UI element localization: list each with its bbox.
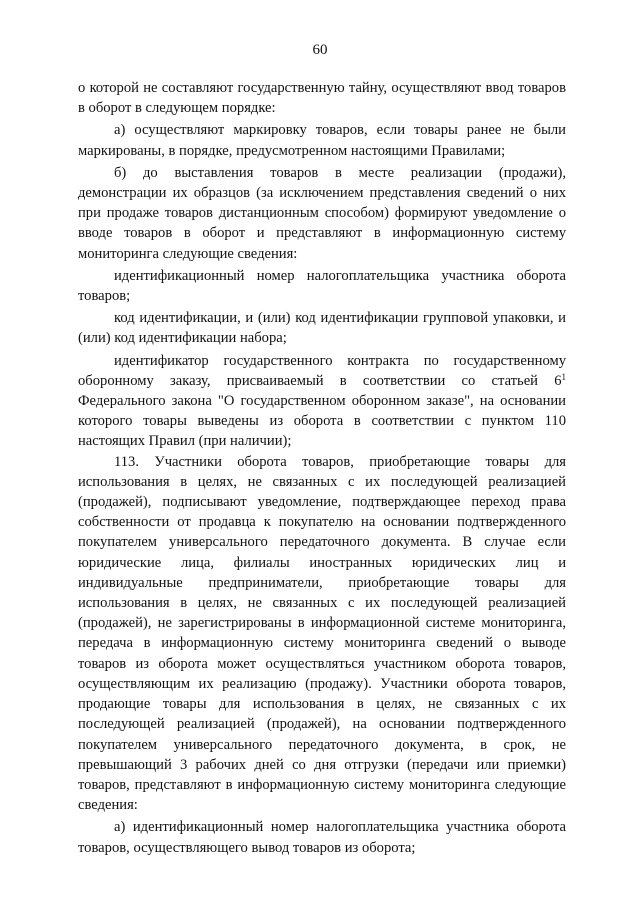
- paragraph-113: 113. Участники оборота товаров, приобретающие товары для использования в целях, не связанных с их последующей реализацией (продажей), подписывают уведомление, подтверждающее переход права собственности от продавца к покупателю на основании подтвержденного покупателем универсального передаточного документа. В случае если юридические лица, филиалы иностранных юридических лиц и индивидуальные предприниматели, приобретающие товары для использования в целях, не связанных с их последующей реализацией (продажей), не зарегистрированы в информационной системе мониторинга, передача в информационную систему мониторинга сведений о выводе товаров из оборота может осуществляться участником оборота товаров, осуществляющим их реализацию (продажу). Участники оборота товаров, продающие товары для использования в целях, не связанных с их последующей реализацией (продажей), на основании подтвержденного покупателем универсального передаточного документа, в срок, не превышающий 3 рабочих дней со дня отгрузки (передачи или приемки) товаров, представляют в информационную систему мониторинга следующие сведения:: [78, 453, 566, 814]
- paragraph-intro: о которой не составляют государственную тайну, осуществляют ввод товаров в оборот в следующем порядке:: [78, 80, 566, 117]
- paragraph-item-a: а) осуществляют маркировку товаров, если товары ранее не были маркированы, в порядке, предусмотренном настоящими Правилами;: [78, 122, 566, 159]
- contract-text-start: идентификатор государственного контракта по государственному оборонному заказу, присваиваемый в соответствии со статьей 6: [78, 352, 566, 389]
- paragraph-113-item-a: а) идентификационный номер налогоплательщика участника оборота товаров, осуществляющего вывод товаров из оборота;: [78, 819, 566, 856]
- paragraph-identification-code: код идентификации, и (или) код идентификации групповой упаковки, и (или) код идентификации набора;: [78, 310, 566, 347]
- paragraph-contract-identifier: [78, 351, 566, 452]
- contract-text-end: Федерального закона "О государственном оборонном заказе", на основании которого товары выведены из оборота в соответствии с пунктом 110 настоящих Правил (при наличии);: [78, 393, 566, 450]
- page-number: 60: [312, 42, 328, 58]
- document-body: [78, 78, 566, 858]
- article-superscript: 1: [561, 371, 566, 382]
- paragraph-item-b: б) до выставления товаров в месте реализации (продажи), демонстрации их образцов (за исключением представления сведений о них при продаже товаров дистанционным способом) формируют уведомление о вводе товаров в оборот и представляют в информационную систему мониторинга следующие сведения:: [78, 164, 566, 262]
- paragraph-inn: идентификационный номер налогоплательщика участника оборота товаров;: [78, 267, 566, 305]
